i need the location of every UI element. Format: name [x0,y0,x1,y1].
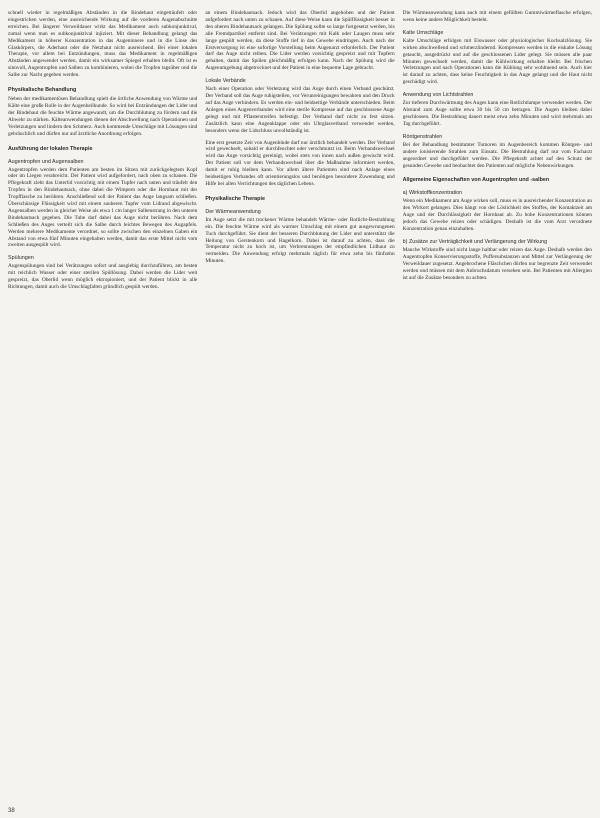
column-right [403,10,592,800]
section-heading: Physikalische Therapie [205,195,265,202]
page-number: 38 [8,808,15,814]
subsection-heading: Der Wärmeanwendung [205,208,261,215]
section-heading: Ausführung der lokalen Therapie [8,145,93,152]
paragraph: Zur tieferen Durchwärmung des Auges kann eine Rotlichtlampe verwendet werden. Der Abstand zum Auge sollte etwa 30 bis 50 cm betragen. Die Augen bleiben dabei geschlossen. Die Bestrahlung dauert meist etwa zehn Minuten und wird mehrmals am Tag durchgeführt. [402,100,592,127]
paragraph: schnell wieder in regelmäßigen Abständen in die Bindehaut eingeträufelt oder eingestrichen werden, eine ausreichende Wirkung auf die vorderen Augenabschnitte erreichen. Bei längerer Verweildauer wirkt das Medikament auch subkonjunktival, zumal wenn man es subkonjunktival injiziert. Mit dieser Behandlung gelangt das Medikament in höherer Konzentration in das Augeninnere und in die Linse des Glaskörpers, die Aderhaut oder die Netzhaut nicht ausreichend. Bei einer lokalen Therapie, vor allem bei Entzündungen, muss das Medikament in regelmäßigen Abständen angewendet werden, damit ein wirksamer Spiegel erhalten bleibt. Oft ist es sinnvoll, Augentropfen und Salben zu kombinieren, wobei die Tropfen tagsüber und die Salbe zur Nacht gegeben werden. [8,10,198,79]
paragraph: an einem Bindehautsack. Jedoch wird das Oberlid angehoben und der Patient aufgefordert nach unten zu schauen. Auf diese Weise kann die Spülflüssigkeit besser in den oberen Bindehautsack gelangen. Die Spülung sollte so lange fortgesetzt werden, bis alle Fremdpartikel entfernt sind. Bei Verätzungen mit Kalk oder Laugen muss sehr lange gespült werden, da diese Stoffe tief in das Gewebe eindringen. Auch nach der Erstversorgung ist eine sofortige Vorstellung beim Augenarzt erforderlich. Der Patient darf das Auge nicht reiben. Die Lider werden vorsichtig gespreizt und mit Tupfern gehalten, damit das Spülen gleichmäßig erfolgen kann. Nach der Spülung wird die Augenumgebung abgetrocknet und der Patient in eine bequeme Lage gebracht. [205,10,395,72]
subsection-heading: Kalte Umschläge [402,29,444,36]
paragraph: Augentropfen werden dem Patienten am besten im Sitzen mit zurückgelegtem Kopf oder im Liegen verabreicht. Der Patient wird aufgefordert, nach oben zu schauen. Die Pflegekraft zieht das Unterlid vorsichtig mit einem Tupfer nach unten und träufelt den Tropfen in den Bindehautsack, ohne dabei die Wimpern oder die Hornhaut mit der Tropfflasche zu berühren. Anschließend soll der Patient das Auge langsam schließen. Überschüssige Flüssigkeit wird mit einem sauberen Tupfer vom Lidrand abgewischt. Augensalben werden in gleicher Weise als etwa 1 cm langer Salbenstrang in den unteren Bindehautsack gegeben. Die Tube darf dabei das Auge nicht berühren. Nach dem Schließen des Auges verteilt sich die Salbe durch leichtes Bewegen des Augapfels. Werden mehrere Medikamente verordnet, so sollte zwischen den einzelnen Gaben ein Abstand von etwa fünf Minuten eingehalten werden, damit das erste Mittel nicht vom zweiten ausgespült wird. [8,166,198,249]
paragraph: Im Auge setzt die mit trockener Wärme behandelt Wärme- oder Rotlicht-Bestrahlung ein. Die feuchte Wärme wird als warmer Umschlag mit einem gut ausgewrungenen Tuch durchgeführt. Sie dient der besseren Durchblutung der Lider und unterstützt die Heilung von Gerstenkorn und Hagelkorn. Dabei ist darauf zu achten, dass die Temperatur nicht zu hoch ist, um Verbrennungen der empfindlichen Lidhaut zu vermeiden. Die Anwendung erfolgt mehrmals täglich für etwa zehn bis fünfzehn Minuten. [205,216,395,265]
column-middle [205,10,394,800]
subsection-heading: Lokale Verbände [205,78,246,85]
subsection-heading: Augentropfen und Augensalben [8,158,84,165]
text-columns [8,10,592,800]
section-heading: Allgemeine Eigenschaften von Augentropfen und -salben [402,177,550,184]
paragraph: Eine erst gesetzte Zeit von Augenbinde darf nur ärztlich behandelt werden. Der Verband wird gewechselt, sobald er durchfeuchtet oder verschmutzt ist. Beim Verbandswechsel wird das Auge vorsichtig gereinigt, wobei stets von innen nach außen gewischt wird. Der Patient soll vor dem Verbandswechsel über die Maßnahme informiert werden, damit er ruhig bleiben kann. Vor allem ältere Patienten sind nach Anlage eines beidseitigen Verbandes oft orientierungslos und benötigen besondere Zuwendung und Hilfe bei allen Verrichtungen des täglichen Lebens. [205,139,395,187]
paragraph: Manche Wirkstoffe sind nicht lange haltbar oder reizen das Auge. Deshalb werden den Augentropfen Konservierungsstoffe, Puffersubstanzen und Mittel zur Verlängerung der Verweildauer zugesetzt. Angebrochene Fläschchen dürfen nur begrenzte Zeit verwendet werden und müssen mit dem Anbruchsdatum versehen sein. Bei Patienten mit Allergien ist auf die Zusätze besonders zu achten. [402,246,592,281]
subsection-heading: Röntgenstrahlen [402,133,443,140]
section-heading: Physikalische Behandlung [8,87,77,94]
column-left [8,10,197,800]
subsection-heading: a) Wirkstoffkonzentration [402,190,463,197]
paragraph: Nach einer Operation oder Verletzung wird das Auge durch einen Verband geschützt. Der Verband soll das Auge ruhigstellen, vor Verunreinigungen bewahren und den Druck auf das Auge verhindern. Es werden ein- und beidseitige Verbände unterschieden. Beim Anlegen eines Augenverbandes wird eine sterile Kompresse auf das geschlossene Auge gelegt und mit Pflasterstreifen befestigt. Der Verband darf nicht zu fest sitzen. Zusätzlich kann eine Augenklappe oder ein Uhrglasverband verwendet werden, besonders wenn der Lidschluss unvollständig ist. [205,86,395,134]
paragraph: Kalte Umschläge erfolgen mit Eiswasser oder physiologischer Kochsalzlösung. Sie wirken abschwellend und schmerzlindernd. Kompressen werden in die eiskalte Lösung getaucht, ausgedrückt und auf die geschlossenen Lider gelegt. Sie müssen alle paar Minuten gewechselt werden, damit die Kühlwirkung erhalten bleibt. Bei frischen Verletzungen und nach Operationen kann die Kühlung sehr wohltuend sein. Auch hier ist darauf zu achten, dass keine Feuchtigkeit in das Auge gelangt und die Haut nicht geschädigt wird. [402,37,592,86]
subsection-heading: Anwendung von Lichtstrahlen [402,92,474,99]
paragraph: Augenspülungen sind bei Verätzungen sofort und ausgiebig durchzuführen, am besten mit reichlich Wasser oder einer sterilen Spüllösung. Dabei werden die Lider weit gespreizt, das Oberlid wenn möglich ektropioniert, und der Patient blickt in alle Richtungen, damit auch die Umschlagfalten gründlich gespült werden. [8,263,198,291]
paragraph: Bei der Behandlung bestimmter Tumoren im Augenbereich kommen Röntgen- und andere ionisierende Strahlen zum Einsatz. Die Bestrahlung darf nur vom Facharzt angeordnet und durchgeführt werden. Die Pflegekraft achtet auf den Schutz der gesunden Gewebe und beobachtet den Patienten auf mögliche Nebenwirkungen. [402,141,592,169]
paragraph: Neben der medikamentösen Behandlung spielt die örtliche Anwendung von Wärme und Kälte eine große Rolle in der Augenheilkunde. So wird bei Entzündungen der Lider und der Bindehaut die feuchte Wärme angewandt, um die Durchblutung zu fördern und die Abwehr zu stärken. Kälteanwendungen dienen der Abschwellung nach Operationen und Verletzungen und lindern den Schmerz. Auch kommende Umschläge mit Lösungen sind gebräuchlich und dürfen nur auf ärztliche Anordnung erfolgen. [8,96,198,137]
subsection-heading: b) Zusätze zur Verträglichkeit und Verlängerung der Wirkung [402,238,548,245]
subsection-heading: Spülungen [8,255,34,262]
paragraph: Die Wärmeanwendung kann auch mit einem gefüllten Gummiwärmeflasche erfolgen, wenn keine andere Möglichkeit besteht. [402,10,592,23]
paragraph: Wenn ein Medikament am Auge wirken soll, muss es in ausreichender Konzentration an den Wirkort gelangen. Dies hängt von der Löslichkeit des Stoffes, der Kontaktzeit am Auge und der Durchlässigkeit der Hornhaut ab. Zu hohe Konzentrationen können jedoch das Gewebe reizen oder schädigen. Deshalb ist die vom Arzt verordnete Konzentration genau einzuhalten. [402,198,592,233]
